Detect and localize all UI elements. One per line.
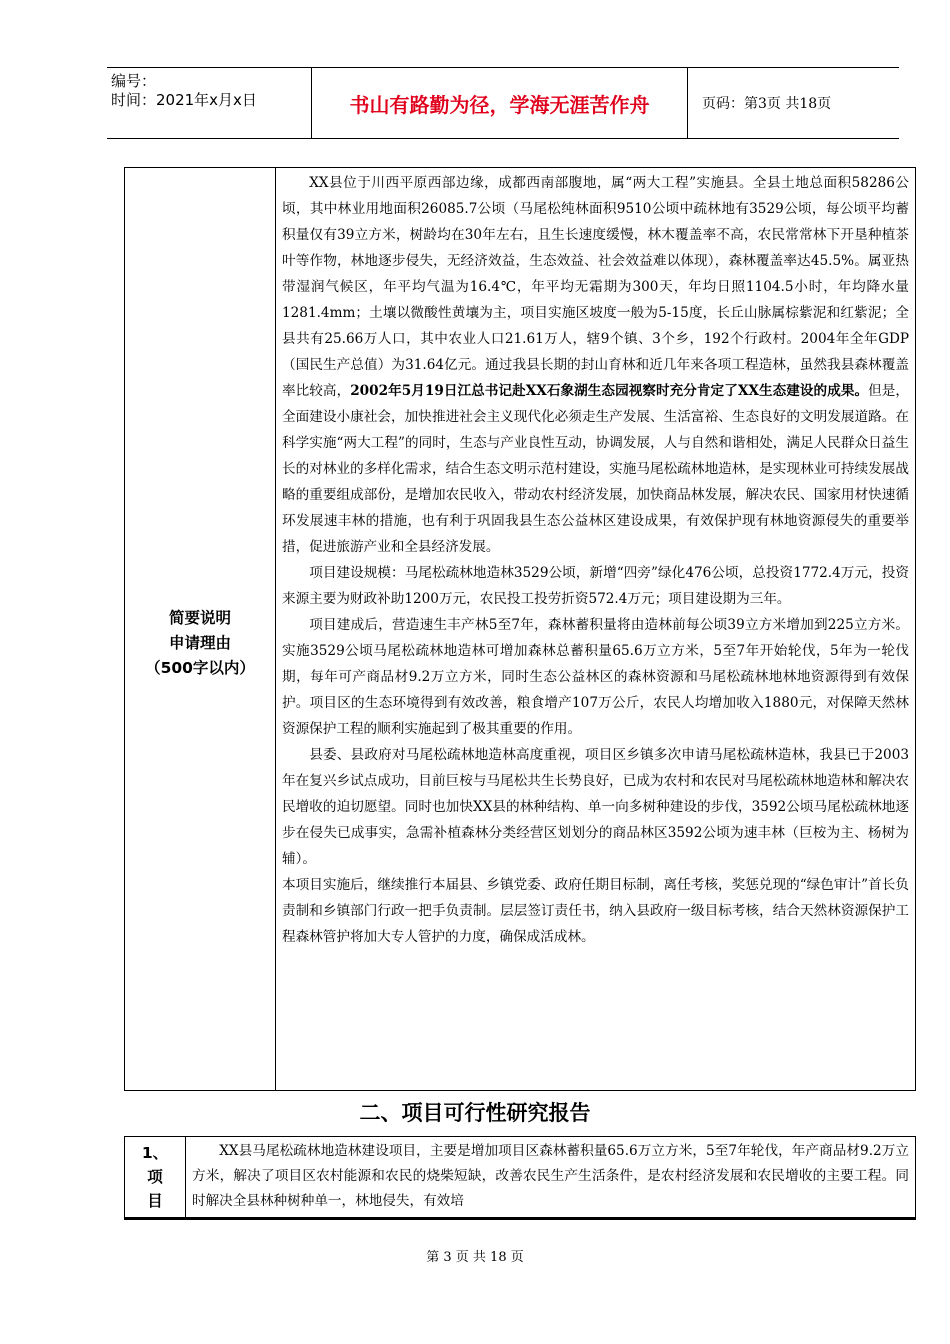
row-label-line: 目 — [147, 1192, 163, 1210]
row-label-line: 1、 — [141, 1144, 169, 1162]
header-page-number: 页码：第3页 共18页 — [702, 96, 832, 112]
paragraph-overview — [282, 170, 909, 560]
row-label-line: 项 — [147, 1168, 163, 1186]
feasibility-row-label — [125, 1137, 186, 1217]
overview-text: XX县位于川西平原西部边缘，成都西南部腹地，属“两大工程”实施县。全县土地总面积58286公顷，其中林业用地面积26085.7公顷（马尾松纯林面积9510公顷中疏林地有3529公顷，每公顷平均蓄积量仅有39立方米，树龄均在30年左右，且生长速度缓慢，林木覆盖率不高，农民常常林下开垦种植茶叶等作物，林地逐步侵失，无经济效益，生态效益、社会效益难以体现），森林覆盖率达45.5%。属亚热带湿润气候区，年平均气温为16.4℃，年平均无霜期为300天，年均日照1104.5小时，年均降水量1281.4mm；土壤以微酸性黄壤为主，项目实施区坡度一般为5-15度，长丘山脉属棕紫泥和红紫泥；全县共有25.66万人口，其中农业人口21.61万人，辖9个镇、3个乡，192个行政村。2004年全年GDP（国民生产总值）为31.64亿元。通过我县长期的封山育林和近几年来各项工程造林，虽然我县森林覆盖率比较高， — [282, 175, 909, 399]
section-title: 二、项目可行性研究报告 — [359, 1101, 591, 1125]
row-label-line: 简要说明 — [168, 608, 231, 627]
paragraph-support: 县委、县政府对马尾松疏林地造林高度重视，项目区乡镇多次申请马尾松疏林造林，我县已于2003年在复兴乡试点成功，目前巨桉与马尾松共生长势良好，已成为农村和农民对马尾松疏林地造林和解决农民增收的迫切愿望。同时也加快XX县的林种结构、单一向多树种建设的步伐，3592公顷马尾松疏林地逐步在侵失已成事实，急需补植森林分类经营区划划分的商品林区3592公顷为速丰林（巨桉为主、杨树为辅）。 — [282, 747, 909, 867]
document-date-label: 时间：2021年x月x日 — [111, 91, 257, 109]
header-meta — [107, 68, 311, 138]
header-motto: 书山有路勤为径，学海无涯苦作舟 — [311, 68, 688, 138]
row-label-line: 申请理由 — [168, 633, 231, 652]
paragraph-management: 本项目实施后，继续推行本届县、乡镇党委、政府任期目标制，离任考核，奖惩兑现的“绿色审计”首长负责制和乡镇部门行政一把手负责制。层层签订责任书，纳入县政府一级目标考核，结合天然林资源保护工程森林管护将加大专人管护的力度，确保成活成林。 — [282, 877, 909, 945]
row-label — [145, 606, 255, 681]
row-label-cell — [125, 168, 276, 1090]
row-content-cell — [276, 168, 915, 1090]
overview-text-continued: 但是，全面建设小康社会，加快推进社会主义现代化必须走生产发展、生活富裕、生态良好的文明发展道路。在科学实施“两大工程”的同时，生态与产业良性互动，协调发展，人与自然和谐相处，满足人民群众日益生长的对林业的多样化需求，结合生态文明示范村建设，实施马尾松疏林地造林，是实现林业可持续发展战略的重要组成部份，是增加农民收入，带动农村经济发展，加快商品林发展，解决农民、国家用材快速循环发展速丰林的措施，也有利于巩固我县生态公益林区建设成果，有效保护现有林地资源侵失的重要举措，促进旅游产业和全县经济发展。 — [282, 383, 910, 555]
overview-bold-text: 2002年5月19日江总书记赴XX石象湖生态园视察时充分肯定了XX生态建设的成果。 — [350, 383, 869, 399]
application-reason-table — [124, 167, 916, 1091]
row-label-line: （500字以内） — [145, 658, 255, 677]
page-footer: 第 3 页 共 18 页 — [426, 1250, 524, 1265]
feasibility-table — [124, 1136, 916, 1220]
paragraph-scale: 项目建设规模：马尾松疏林地造林3529公顷，新增“四旁”绿化476公顷，总投资1772.4万元，投资来源主要为财政补助1200万元，农民投工投劳折资572.4万元；项目建设期为三年。 — [282, 565, 909, 607]
paragraph-benefits: 项目建成后，营造速生丰产林5至7年，森林蓄积量将由造林前每公顷39立方米增加到225立方米。实施3529公顷马尾松疏林地造林可增加森林总蓄积量65.6万立方米，5至7年开始轮伐，5年为一轮伐期，每年可产商品材9.2万立方米，同时生态公益林区的森林资源和马尾松疏林地林地资源得到有效保护。项目区的生态环境得到有效改善，粮食增产107万公斤，农民人均增加收入1880元，对保障天然林资源保护工程的顺利实施起到了极其重要的作用。 — [282, 617, 909, 737]
document-number-label: 编号： — [111, 72, 157, 90]
page-header — [107, 67, 899, 139]
feasibility-row-content: XX县马尾松疏林地造林建设项目，主要是增加项目区森林蓄积量65.6万立方米，5至7年轮伐，年产商品材9.2万立方米，解决了项目区农村能源和农民的烧柴短缺，改善农民生产生活条件，是农村经济发展和农民增收的主要工程。同时解决全县林种树种单一，林地侵失，有效培 — [192, 1143, 909, 1209]
